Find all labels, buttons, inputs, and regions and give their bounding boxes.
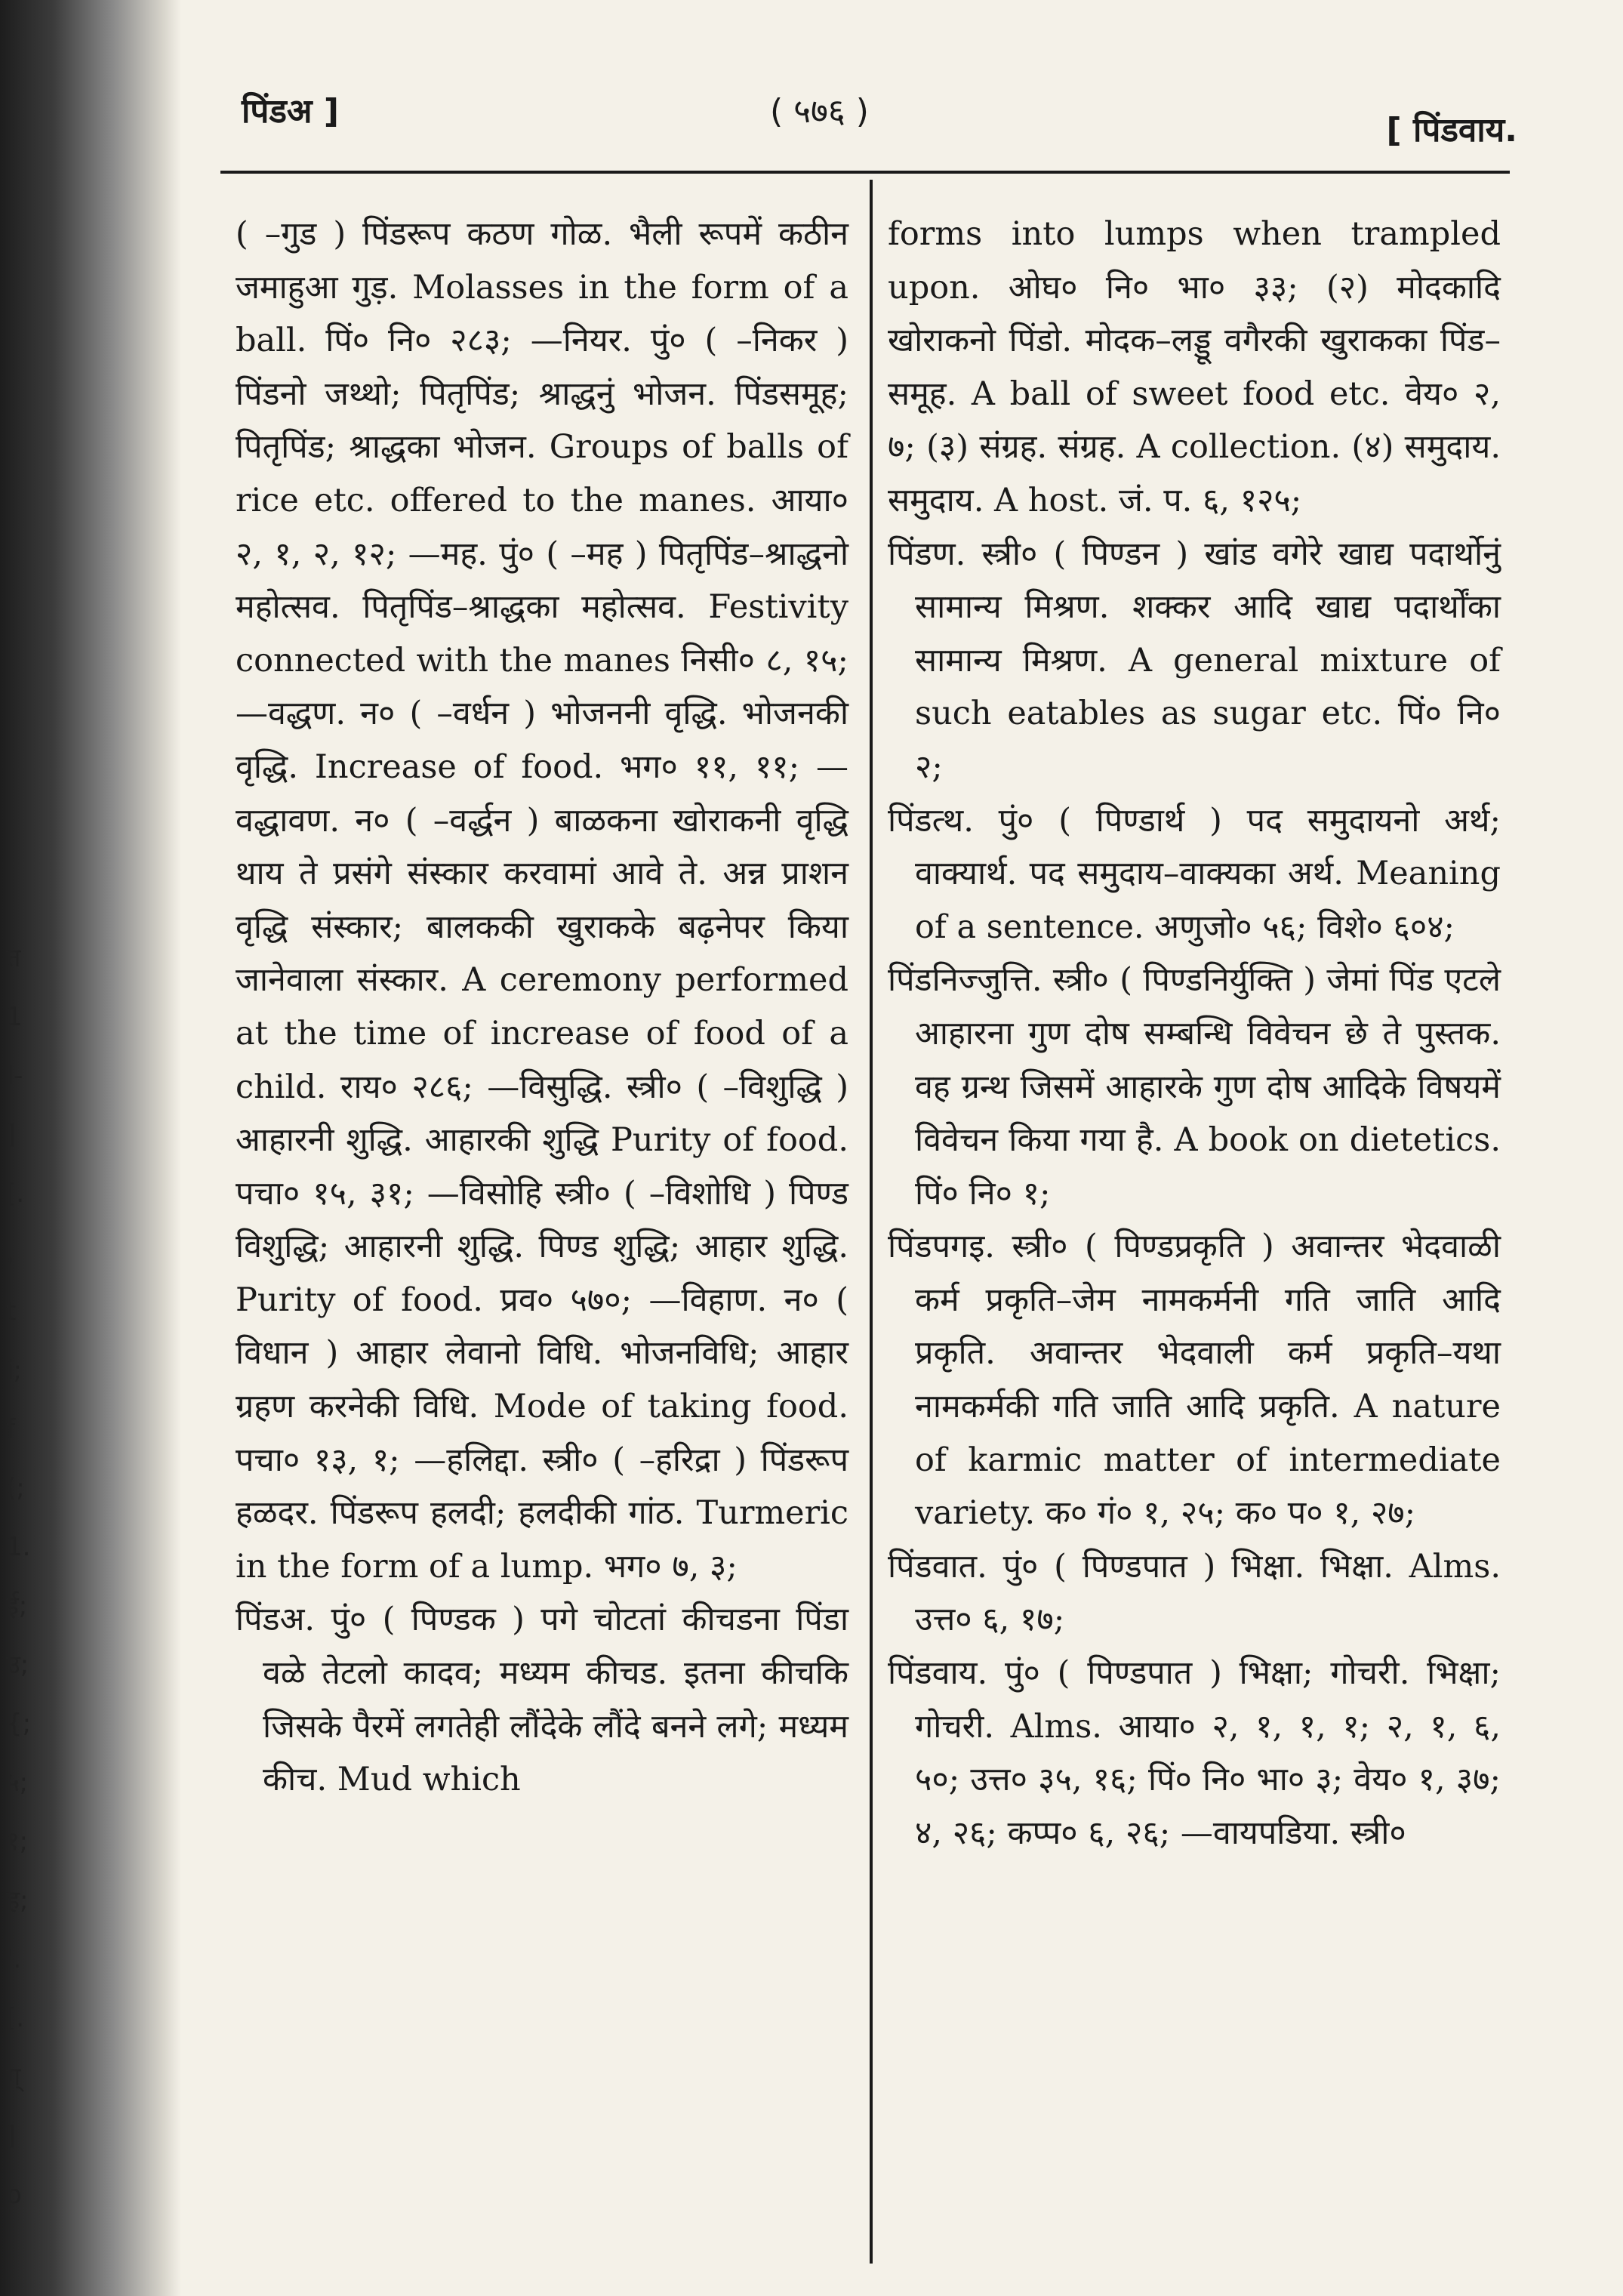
dictionary-entry: ( –गुड ) पिंडरूप कठण गोळ. भैली रूपमें कठीन जमाहुआ गुड़. Molasses in the form of a ball. पिं० नि० २८३; —नियर. पुं० ( –निकर ) पिंडनो जथ्थो; पितृपिंड; श्राद्धनुं भोजन. पिंडसमूह; पितृपिंड; श्राद्धका भोजन. Groups of balls of rice etc. offered to the manes. आया० २, १, २, १२; —मह. पुं० ( –मह ) पितृपिंड–श्राद्धनो महोत्सव. पितृपिंड–श्राद्धका महोत्सव. Festivity connected with the manes निसी० ८, १५; —वद्धण. न० ( –वर्धन ) भोजननी वृद्धि. भोजनकी वृद्धि. Increase of food. भग० ११, ११; —वद्धावण. न० ( –वर्द्धन ) बाळकना खोराकनी वृद्धि थाय ते प्रसंगे संस्कार करवामां आवे ते. अन्न प्राशन वृद्धि संस्कार; बालककी खुराकके बढ़नेपर किया जानेवाला संस्कार. A ceremony performed at the time of increase of food of a child. राय० २८६; —विसुद्धि. स्त्री० ( –विशुद्धि ) आहारनी शुद्धि. आहारकी शुद्धि Purity of food. पचा० १५, ३१; —विसोहि स्त्री० ( –विशोधि ) पिण्ड विशुद्धि; आहारनी शुद्धि. पिण्ड शुद्धि; आहार शुद्धि. Purity of food. प्रव० ५७०; —विहाण. न० ( विधान ) आहार लेवानो विधि. भोजनविधि; आहार ग्रहण करनेकी विधि. Mode of taking food. पचा० १३, १; —हलिद्दा. स्त्री० ( –हरिद्रा ) पिंडरूप हळदर. पिंडरूप हलदी; हलदीकी गांठ. Turmeric in the form of a lump. भग० ७, ३; bbox=[236, 215, 848, 1586]
header-left-guide-word: पिंडअ ] bbox=[242, 92, 339, 131]
dictionary-entry: पिंडवाय. पुं० ( पिण्डपात ) भिक्षा; गोचरी. भिक्षा; गोचरी. Alms. आया० २, १, १, १; २, १, ६, ५०; उत्त० ३५, १६; पिं० नि० भा० ३; वेय० १, ३७; ४, २६; कप्प० ६, २६; —वायपडिया. स्त्री० bbox=[888, 1654, 1501, 1852]
right-column bbox=[888, 208, 1501, 1860]
margin-bleed-char: १; bbox=[6, 1826, 29, 1857]
header-right-guide-word: [ पिंडवाय. bbox=[1386, 111, 1517, 149]
margin-bleed-char: ग् bbox=[6, 2062, 21, 2092]
dictionary-entry: पिंडण. स्त्री० ( पिण्डन ) खांड वगेरे खाद्य पदार्थोनुं सामान्य मिश्रण. शक्कर आदि खाद्य पदार्थोंका सामान्य मिश्रण. A general mixture of such eatables as sugar etc. पिं० नि० २; bbox=[888, 535, 1501, 786]
margin-bleed-char: , bbox=[6, 1237, 14, 1268]
left-column bbox=[236, 208, 848, 1807]
margin-bleed-char: ह; bbox=[6, 1885, 29, 1915]
margin-bleed-char: 1. bbox=[6, 1532, 31, 1562]
dictionary-entry: पिंडनिज्जुत्ति. स्त्री० ( पिण्डनिर्युक्ति ) जेमां पिंड एटले आहारना गुण दोष सम्बन्धि विवेचन छे ते पुस्तक. वह ग्रन्थ जिसमें आहारके गुण दोष आदिके विषयमें विवेचन किया गया है. A book on dietetics. पिं० नि० १; bbox=[888, 961, 1501, 1213]
margin-bleed-char: त bbox=[6, 943, 21, 973]
margin-bleed-char: [. bbox=[6, 1179, 25, 1209]
column-divider bbox=[870, 180, 873, 2264]
margin-bleed-char: ] bbox=[6, 2121, 17, 2151]
margin-bleed-char: '. bbox=[6, 1944, 22, 1974]
margin-bleed-char: [. bbox=[6, 2003, 25, 2033]
margin-bleed-char: i; bbox=[6, 1355, 22, 1385]
dictionary-entry: पिंडत्थ. पुं० ( पिण्डार्थ ) पद समुदायनो अर्थ; वाक्यार्थ. पद समुदाय–वाक्यका अर्थ. Meaning of a sentence. अणुजो० ५६; विशे० ६०४; bbox=[888, 801, 1501, 946]
page-header bbox=[242, 79, 1517, 147]
margin-bleed-char: ] bbox=[6, 1120, 17, 1150]
margin-bleed-char: (; bbox=[6, 1473, 25, 1503]
page-number: ( ५७६ ) bbox=[770, 92, 869, 131]
margin-bleed-char: I- bbox=[6, 1061, 23, 1091]
margin-bleed-char: ५; bbox=[6, 1767, 29, 1798]
margin-bleed-char: o bbox=[6, 2180, 22, 2210]
dictionary-entry: पिंडअ. पुं० ( पिण्डक ) पगे चोटतां कीचडना पिंडा वळे तेटलो कादव; मध्यम कीचड. इतना कीचकि जिसके पैरमें लगतेही लौंदेके लौंदे बनने लगे; मध्यम कीच. Mud which bbox=[236, 1601, 848, 1799]
margin-bleed-char: {; bbox=[6, 1709, 32, 1739]
dictionary-entry: पिंडवात. पुं० ( पिण्डपात ) भिक्षा. भिक्षा. Alms. उत्त० ६, १७; bbox=[888, 1547, 1501, 1639]
margin-bleed-char: t bbox=[6, 1296, 17, 1327]
margin-bleed-char: उ; bbox=[6, 1650, 29, 1680]
header-rule bbox=[220, 171, 1510, 174]
margin-bleed-char: 1 bbox=[6, 1002, 23, 1032]
margin-bleed-char: ई; bbox=[6, 1591, 28, 1621]
margin-bleed-char: f bbox=[6, 1414, 15, 1444]
margin-bleed bbox=[6, 929, 36, 2224]
dictionary-entry: पिंडपगइ. स्त्री० ( पिण्डप्रकृति ) अवान्तर भेदवाळी कर्म प्रकृति–जेम नामकर्मनी गति जाति आदि प्रकृति. अवान्तर भेदवाली कर्म प्रकृति–यथा नामकर्मकी गति जाति आदि प्रकृति. A nature of karmic matter of intermediate variety. क० गं० १, २५; क० प० १, २७; bbox=[888, 1228, 1501, 1533]
dictionary-entry: forms into lumps when trampled upon. ओघ० नि० भा० ३३; (२) मोदकादि खोराकनो पिंडो. मोदक–लड्डू वगैरकी खुराकका पिंड–समूह. A ball of sweet food etc. वेय० २, ७; (३) संग्रह. संग्रह. A collection. (४) समुदाय. समुदाय. A host. जं. प. ६, १२५; bbox=[888, 215, 1501, 519]
